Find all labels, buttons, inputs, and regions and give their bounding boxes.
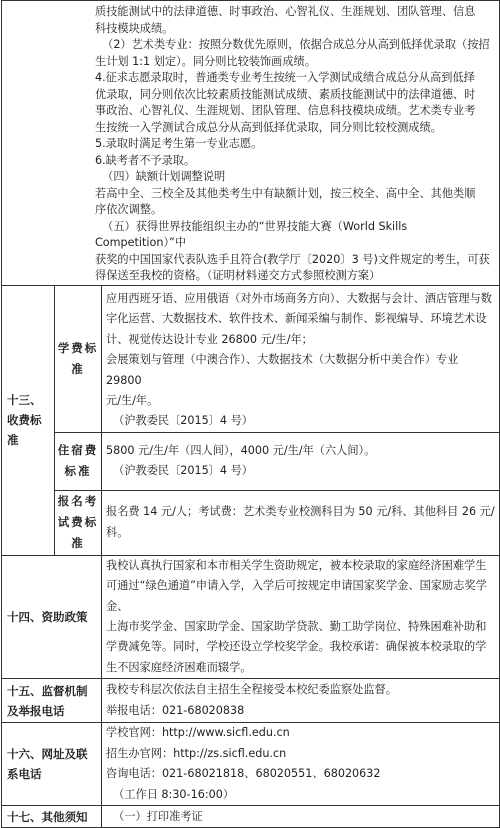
- text-line: 6.缺考者不予录取。: [95, 153, 196, 167]
- text-line: 上海市奖学金、国家助学金、国家助学贷款、勤工助学岗位、特殊困难补助和: [106, 620, 487, 634]
- exam-content: [102, 490, 500, 555]
- supervision-category: 十五、监督机制及举报电话: [2, 679, 102, 723]
- text-line: 可通过“绿色通道”申请入学，入学后可按规定申请国家奖学金、国家励志奖学金、: [106, 579, 487, 613]
- text-line: （沪教委民〔2015〕4 号）: [106, 414, 253, 428]
- supervision-row: [2, 679, 500, 723]
- text-line: （五）获得世界技能组织主办的“世界技能大赛（World Skills Competition）”中: [95, 219, 411, 249]
- contact-row: [2, 723, 500, 806]
- tuition-content: [102, 286, 500, 433]
- text-line: 序依次调整。: [95, 203, 163, 216]
- text-line: 生按统一入学测试合成总分从高到低择优录取，同分则比较校测成绩。: [95, 120, 442, 134]
- fees-category: 十三、收费标准: [2, 286, 55, 556]
- notice-row: [2, 806, 500, 828]
- text-line: 质技能测试中的法律道德、时事政治、心智礼仪、生涯规划、团队管理、信息: [95, 5, 476, 18]
- supervision-content: [102, 679, 500, 723]
- contact-content: [102, 723, 500, 806]
- text-line: 5800 元/生/年（四人间），4000 元/生/年（六人间）。: [106, 443, 376, 457]
- dorm-label: 住宿费标准: [55, 432, 102, 490]
- aid-content: [102, 555, 500, 678]
- continuation-cell: [2, 1, 500, 286]
- fees-tuition-row: [2, 286, 500, 433]
- text-line: 招生办官网：http://zs.sicfl.edu.cn: [106, 746, 287, 760]
- text-line: 若高中全、三校全及其他类考生中有缺额计划，按三校全、高中全、其他类顺: [95, 186, 476, 200]
- text-line: 举报电话：021-68020838: [106, 703, 245, 717]
- text-line: 我校专科层次依法自主招生全程接受本校纪委监察处监督。: [106, 683, 397, 697]
- text-line: 应用西班牙语、应用俄语（对外市场商务方向）、大数据与会计、酒店管理与数: [106, 292, 492, 305]
- text-line: （2）艺术类专业：按照分数优先原则，依据合成总分从高到低择优录取（按招: [95, 38, 490, 51]
- text-line: 学校官网：http://www.sicfl.edu.cn: [106, 726, 290, 740]
- text-line: 科技模块成绩。: [95, 21, 174, 35]
- text-line: 我校认真执行国家和本市相关学生资助规定，被本校录取的家庭经济困难学生: [106, 558, 487, 572]
- text-line: 获奖的中国国家代表队选手且符合(教学厅〔2020〕3 号)文件规定的考生，可获: [95, 252, 490, 266]
- admissions-table: [1, 0, 500, 828]
- contact-category: 十六、网址及联系电话: [2, 723, 102, 806]
- text-line: （工作日 8:30-16:00）: [106, 787, 235, 801]
- notice-content: [102, 806, 500, 828]
- fees-exam-row: [2, 490, 500, 555]
- fees-dorm-row: [2, 432, 500, 490]
- text-line: 学费减免等。同时，学校还设立学校奖学金。我校承诺：确保被本校录取的学: [106, 640, 487, 654]
- text-line: （一）打印准考证: [106, 809, 203, 823]
- dorm-content: [102, 432, 500, 490]
- text-line: （沪教委民〔2015〕4 号）: [106, 464, 253, 478]
- text-line: （四）缺额计划调整说明: [95, 170, 226, 183]
- aid-category: 十四、资助政策: [2, 555, 102, 678]
- text-line: 会展策划与管理（中澳合作）、大数据技术（大数据分析中美合作）专业 29800: [106, 353, 462, 387]
- text-line: 优录取，同分则依次比较素质技能测试成绩、素质技能测试中的法律道德、时: [95, 87, 476, 101]
- text-line: 生计划 1:1 划定）。同分则比较装饰画成绩。: [95, 54, 316, 68]
- text-line: 字化运营、大数据技术、软件技术、新闻采编与制作、影视编导、环境艺术设: [106, 312, 487, 326]
- aid-row: [2, 555, 500, 678]
- exam-label: 报名考试费标准: [55, 490, 102, 555]
- text-line: 元/生/年。: [106, 394, 159, 408]
- continuation-row: [2, 1, 500, 286]
- text-line: 得保送至我校的资格。（证明材料递交方式参照校测方案）: [95, 269, 381, 282]
- text-line: 5.录取时满足考生第一专业志愿。: [95, 137, 263, 150]
- text-line: 咨询电话：021-68021818、68020551、68020632: [106, 767, 381, 781]
- text-line: 生不因家庭经济困难而辍学。: [106, 660, 252, 674]
- text-line: 计、视觉传达设计专业 26800 元/生/年；: [106, 332, 313, 346]
- text-line: 4.征求志愿录取时，普通类专业考生按统一入学测试成绩合成总分从高到低择: [95, 71, 475, 84]
- text-line: 科。: [106, 525, 129, 539]
- continuation-text: [95, 4, 495, 285]
- text-line: 事政治、心智礼仪、生涯规划、团队管理、信息科技模块成绩。艺术类专业考: [95, 104, 476, 117]
- notice-category: 十七、其他须知: [2, 806, 102, 828]
- text-line: 报名费 14 元/人；考试费：艺术类专业校测科目为 50 元/科、其他科目 26 元/: [106, 505, 495, 519]
- tuition-label: 学费标准: [55, 286, 102, 433]
